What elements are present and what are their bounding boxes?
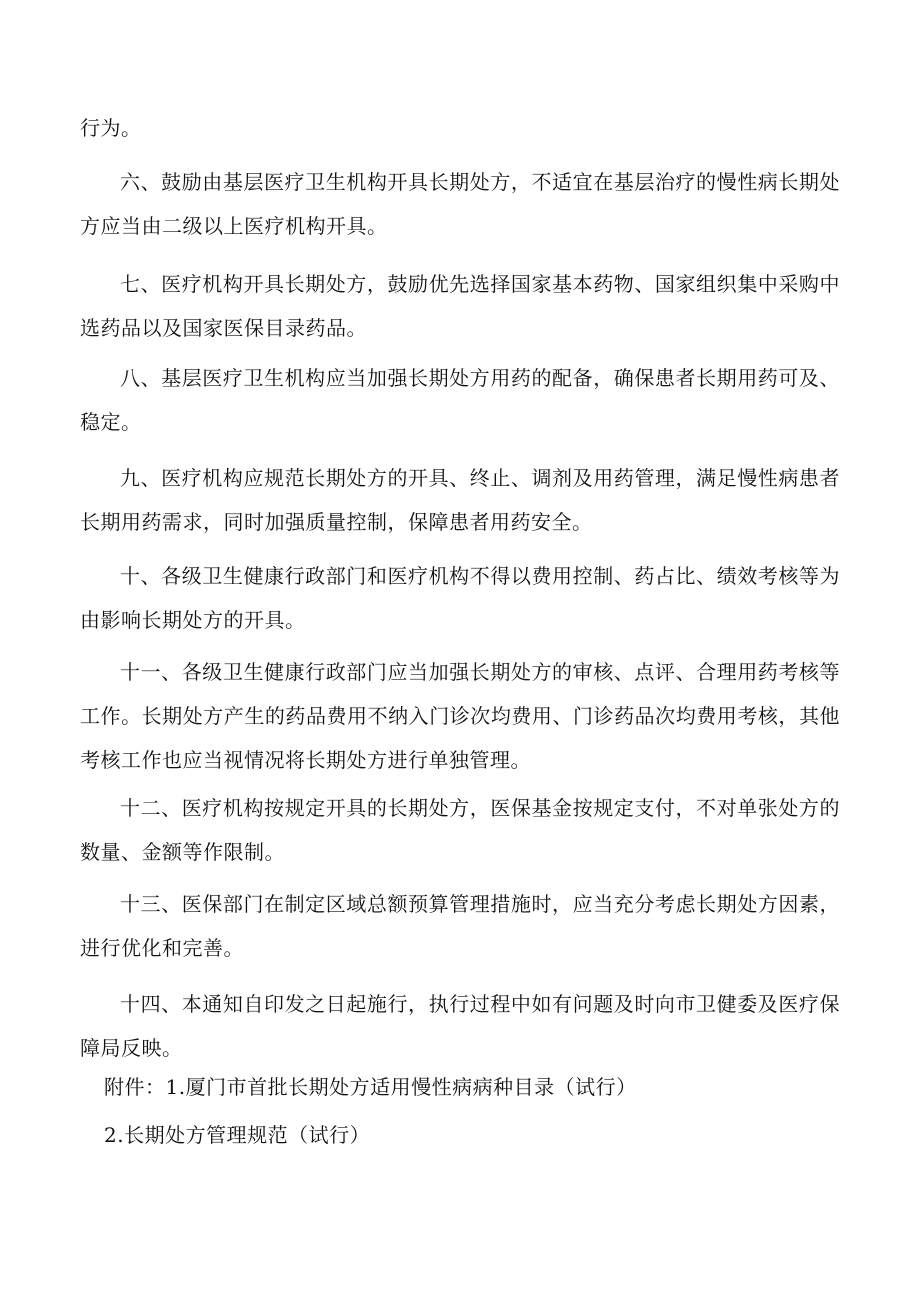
- paragraph-item-12: 十二、医疗机构按规定开具的长期处方，医保基金按规定支付，不对单张处方的数量、金额等作限制。: [80, 796, 840, 864]
- paragraph-item-8: 八、基层医疗卫生机构应当加强长期处方用药的配备，确保患者长期用药可及、稳定。: [80, 366, 840, 434]
- paragraph-item-14: 十四、本通知自印发之日起施行，执行过程中如有问题及时向市卫健委及医疗保障局反映。: [80, 992, 840, 1060]
- paragraph-item-9: 九、医疗机构应规范长期处方的开具、终止、调剂及用药管理，满足慢性病患者长期用药需求，同时加强质量控制，保障患者用药安全。: [80, 466, 840, 534]
- paragraph-item-11: 十一、各级卫生健康行政部门应当加强长期处方的审核、点评、合理用药考核等工作。长期处方产生的药品费用不纳入门诊次均费用、门诊药品次均费用考核，其他考核工作也应当视情况将长期处方进行单独管理。: [80, 660, 840, 772]
- paragraph-item-10: 十、各级卫生健康行政部门和医疗机构不得以费用控制、药占比、绩效考核等为由影响长期处方的开具。: [80, 564, 840, 632]
- paragraph-item-6: 六、鼓励由基层医疗卫生机构开具长期处方，不适宜在基层治疗的慢性病长期处方应当由二级以上医疗机构开具。: [80, 170, 840, 238]
- paragraph-item-13: 十三、医保部门在制定区域总额预算管理措施时，应当充分考虑长期处方因素，进行优化和完善。: [80, 892, 840, 960]
- attachment-line-2: 2.长期处方管理规范（试行）: [104, 1123, 371, 1147]
- paragraph-continuation: 行为。: [80, 116, 142, 140]
- paragraph-item-7: 七、医疗机构开具长期处方，鼓励优先选择国家基本药物、国家组织集中采购中选药品以及国家医保目录药品。: [80, 272, 840, 340]
- attachment-line-1: 附件：1.厦门市首批长期处方适用慢性病病种目录（试行）: [104, 1075, 637, 1099]
